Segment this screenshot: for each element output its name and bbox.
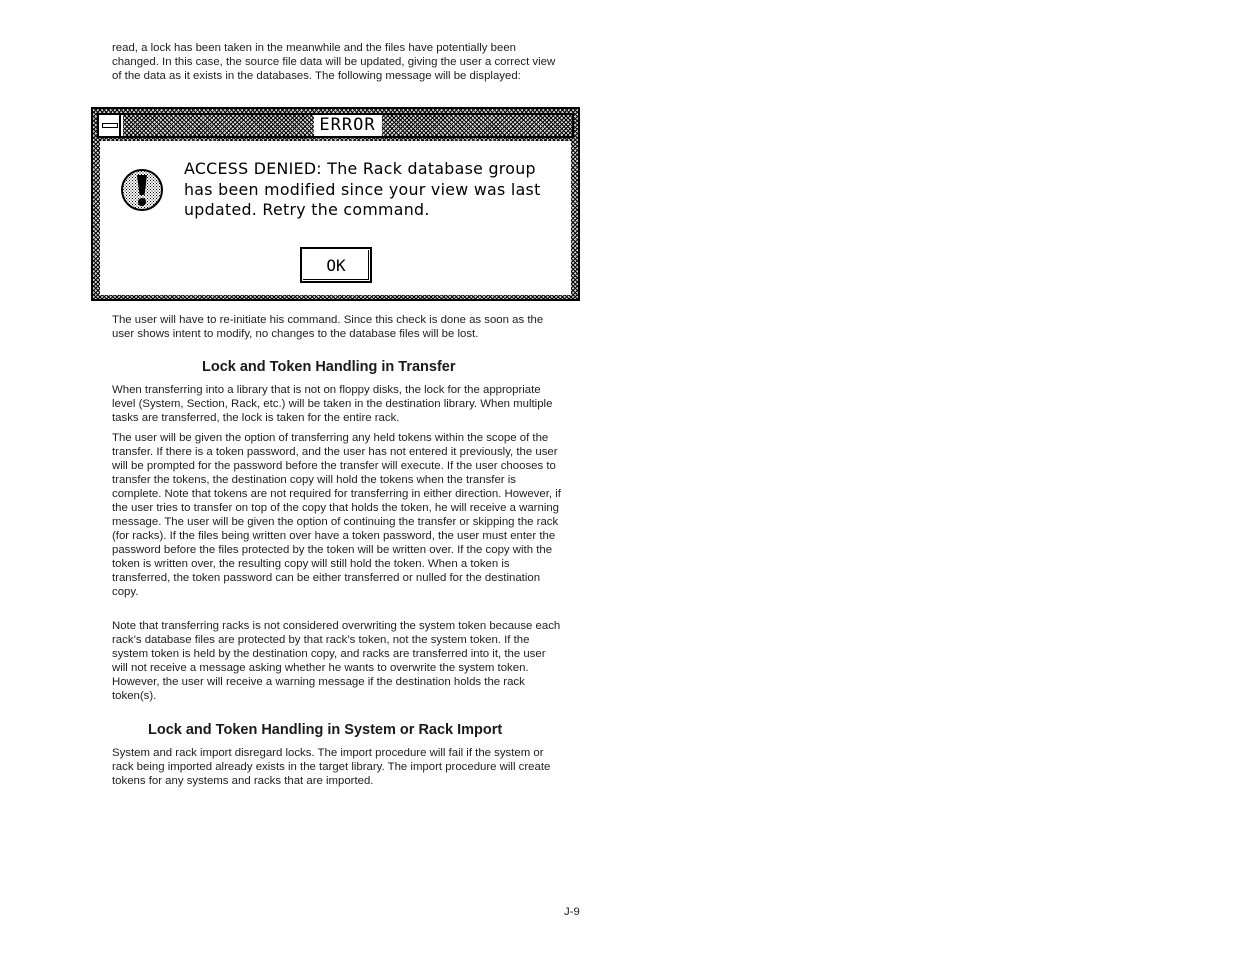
system-menu-button[interactable] — [99, 115, 121, 136]
heading-import: Lock and Token Handling in System or Rack Import — [148, 722, 503, 738]
intro-paragraph: read, a lock has been taken in the meanwhile and the files have potentially been changed. In this case, the source file data will be updated, giving the user a correct view of the data as it exists in the databases. The following message will be displayed: — [112, 42, 556, 82]
dialog-title-bar — [97, 113, 574, 138]
heading-transfer: Lock and Token Handling in Transfer — [202, 359, 456, 375]
transfer-paragraph-1: When transferring into a library that is not on floppy disks, the lock for the appropriate level (System, Section, Rack, etc.) will be taken in the destination library. When multiple tasks are transferred, the lock is taken for the entire rack. — [112, 384, 553, 424]
transfer-paragraph-3: Note that transferring racks is not considered overwriting the system token because each rack’s database files are protected by that rack’s token, not the system token. If the system token is held by the destination copy, and racks are transferred into it, the user will not receive a message asking whether he wants to overwrite the system token. However, the user will receive a warning message if the destination holds the rack token(s). — [112, 620, 561, 702]
system-menu-icon — [102, 123, 118, 128]
title-bar-pattern — [123, 115, 572, 136]
exclamation-icon — [120, 168, 164, 212]
dialog-title: ERROR — [313, 115, 381, 136]
after-dialog-paragraph: The user will have to re-initiate his command. Since this check is done as soon as the user shows intent to modify, no changes to the database files will be lost. — [112, 314, 544, 340]
ok-button[interactable]: OK — [300, 247, 372, 283]
dialog-body — [100, 141, 571, 295]
error-message: ACCESS DENIED: The Rack database group has been modified since your view was last updated. Retry the command. — [184, 159, 541, 219]
import-paragraph: System and rack import disregard locks. The import procedure will fail if the system or rack being imported already exists in the target library. The import procedure will create tokens for any systems and racks that are imported. — [112, 747, 551, 787]
error-dialog-figure — [91, 107, 580, 301]
page-number: J-9 — [564, 906, 580, 918]
transfer-paragraph-2: The user will be given the option of transferring any held tokens within the scope of the transfer. If there is a token password, and the user has not entered it previously, the user will be prompted for the password before the transfer will execute. If the user chooses to transfer the tokens, the destination copy will hold the tokens when the transfer is complete. Note that tokens are not required for transferring in either direction. However, if the user tries to transfer on top of the copy that holds the token, he will receive a warning message. The user will be given the option of continuing the transfer or skipping the rack (for racks). If the files being written over have a token password, the user must enter the password before the files protected by the token will be written over. If the copy with the token is written over, the resulting copy will still hold the token. When a token is transferred, the token password can be either transferred or nulled for the destination copy. — [112, 432, 561, 598]
